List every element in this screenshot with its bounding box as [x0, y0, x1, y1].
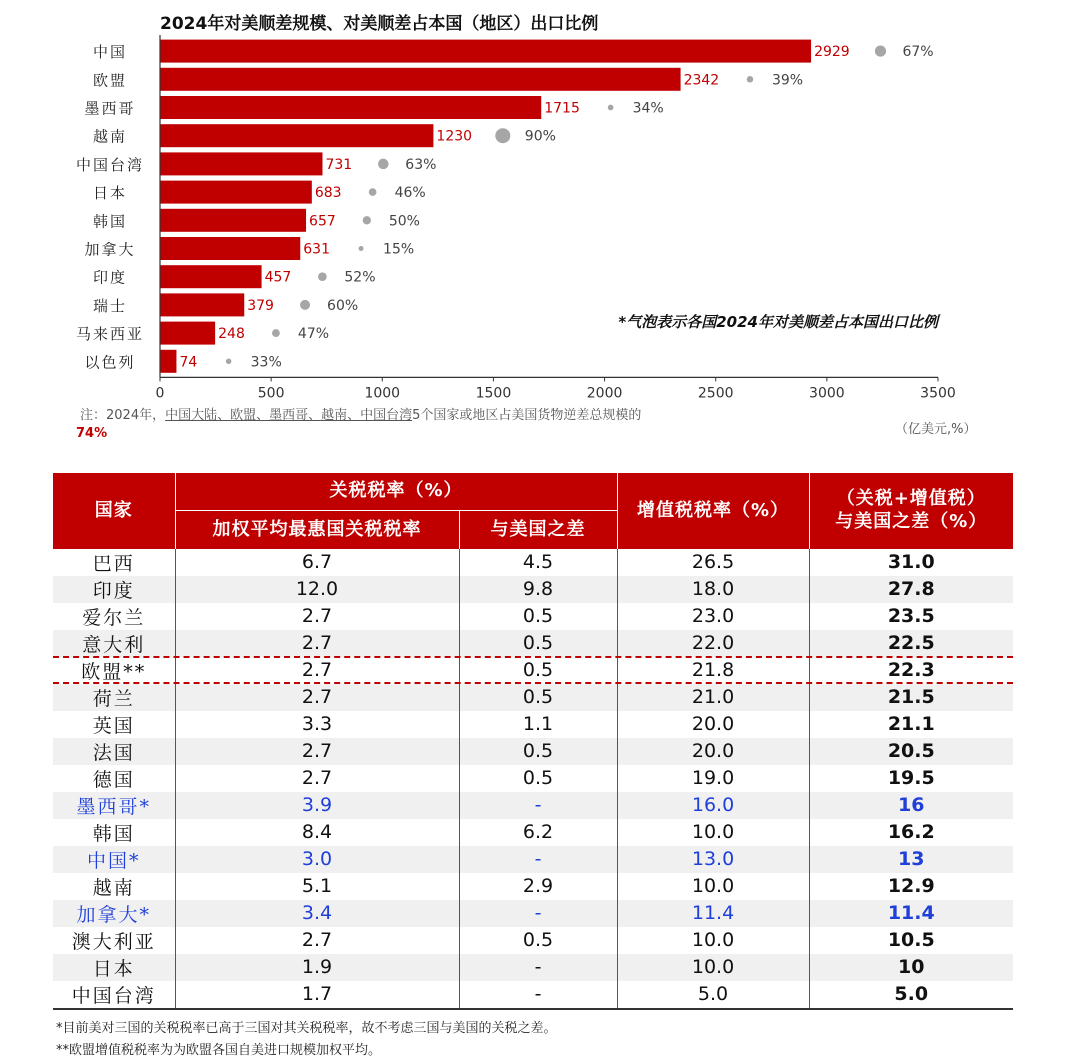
cell-country: 澳大利亚	[71, 930, 156, 953]
bar	[160, 350, 176, 373]
bar	[160, 40, 811, 63]
bar-value-label: 379	[247, 297, 274, 314]
table-row	[53, 846, 1013, 873]
cell-mfn: 2.7	[175, 765, 459, 792]
cell-vat: 21.0	[617, 684, 809, 711]
cell-country: 日本	[53, 954, 175, 981]
bubble-annotation: *气泡表示各国2024年对美顺差占本国出口比例	[618, 313, 938, 331]
cell-total: 21.1	[809, 711, 1013, 738]
cell-diff: 0.5	[459, 738, 617, 765]
bar	[160, 181, 312, 204]
cell-total: 19.5	[809, 765, 1013, 792]
cell-total: 10	[809, 954, 1013, 981]
cell-diff: 2.9	[459, 873, 617, 900]
cell-vat: 5.0	[617, 981, 809, 1009]
bubble-label: 50%	[388, 213, 420, 230]
bubble	[359, 246, 364, 251]
header-tariff-group: 关税税率（%）	[175, 473, 617, 511]
cell-country: 荷兰	[53, 684, 175, 711]
bar-value-label: 1230	[436, 128, 473, 145]
bar	[160, 68, 681, 91]
bubble-label: 52%	[344, 269, 376, 286]
cell-vat: 10.0	[617, 819, 809, 846]
cell-diff: 0.5	[459, 657, 617, 684]
header-total-line2: 与美国之差（%）	[835, 510, 988, 532]
cell-country: 德国	[92, 768, 135, 791]
bar	[160, 265, 262, 288]
cell-mfn: 3.9	[175, 792, 459, 819]
table-row	[53, 927, 1013, 954]
cell-mfn: 8.4	[175, 819, 459, 846]
header-total	[809, 473, 1013, 549]
category-label: 越南	[92, 127, 128, 146]
cell-vat: 13.0	[617, 846, 809, 873]
cell-vat: 10.0	[617, 954, 809, 981]
bar-value-label: 631	[303, 241, 330, 258]
note-share: 74%	[76, 426, 108, 441]
bubble-label: 39%	[771, 72, 804, 89]
cell-total: 23.5	[809, 603, 1013, 630]
bar	[160, 152, 322, 175]
bar-value-label: 2342	[683, 72, 720, 89]
header-country: 国家	[53, 473, 175, 549]
cell-diff: -	[459, 900, 617, 927]
cell-diff: 6.2	[459, 819, 617, 846]
bubble	[272, 329, 280, 337]
cell-vat: 20.0	[617, 711, 809, 738]
cell-mfn: 2.7	[175, 603, 459, 630]
cell-vat: 10.0	[617, 927, 809, 954]
note-prefix: 注：2024年，	[80, 408, 166, 423]
category-label: 加拿大	[84, 240, 136, 259]
bar-value-label: 1715	[544, 100, 580, 117]
cell-total: 22.3	[809, 657, 1013, 684]
cell-vat: 20.0	[617, 738, 809, 765]
bubble	[226, 359, 232, 365]
cell-diff: 0.5	[459, 630, 617, 657]
table-row	[53, 738, 1013, 765]
cell-diff: -	[459, 846, 617, 873]
table-row	[53, 657, 1013, 684]
header-mfn: 加权平均最惠国关税税率	[175, 511, 459, 549]
cell-diff: 9.8	[459, 576, 617, 603]
table-body	[53, 549, 1013, 1009]
note-suffix: 5个国家或地区占美国货物逆差总规模的	[412, 408, 642, 423]
cell-total: 13	[809, 846, 1013, 873]
bar	[160, 293, 244, 316]
bar-chart	[0, 30, 1080, 410]
cell-total: 27.8	[809, 576, 1013, 603]
table-row	[53, 711, 1013, 738]
cell-country: 中国*	[53, 846, 175, 873]
bar-value-label: 2929	[814, 44, 850, 61]
cell-country: 意大利	[53, 630, 175, 657]
bubble	[747, 76, 754, 83]
cell-diff: -	[459, 792, 617, 819]
category-label: 印度	[92, 268, 128, 287]
cell-vat: 16.0	[617, 792, 809, 819]
table-row	[53, 576, 1013, 603]
bubble	[875, 46, 886, 57]
category-label: 以色列	[84, 353, 136, 372]
cell-diff: 0.5	[459, 684, 617, 711]
chart-title: 2024年对美顺差规模、对美顺差占本国（地区）出口比例	[160, 14, 599, 34]
cell-vat: 19.0	[617, 765, 809, 792]
bubble-label: 67%	[902, 44, 934, 61]
cell-total: 22.5	[809, 630, 1013, 657]
cell-mfn: 2.7	[175, 657, 459, 684]
cell-country: 巴西	[92, 552, 135, 575]
unit-label: （亿美元,%）	[895, 422, 977, 437]
category-label: 中国台湾	[75, 155, 145, 174]
table-row	[53, 684, 1013, 711]
header-total-line1: （关税+增值税）	[836, 488, 986, 510]
cell-country: 爱尔兰	[82, 606, 146, 629]
tariff-vat-table	[53, 472, 1013, 1010]
cell-mfn: 3.3	[175, 711, 459, 738]
bar	[160, 124, 433, 147]
cell-total: 21.5	[809, 684, 1013, 711]
cell-country: 加拿大*	[53, 900, 175, 927]
category-label: 瑞士	[92, 296, 128, 315]
category-label: 马来西亚	[75, 325, 145, 344]
cell-mfn: 3.4	[175, 900, 459, 927]
cell-vat: 22.0	[617, 630, 809, 657]
bubble-label: 63%	[405, 156, 437, 173]
cell-total: 16	[809, 792, 1013, 819]
chart-note	[80, 404, 641, 423]
category-label: 中国	[92, 43, 128, 62]
footnote-2: **欧盟增值税税率为为欧盟各国自美进口规模加权平均。	[56, 1043, 382, 1058]
cell-mfn: 2.7	[175, 927, 459, 954]
table-row	[53, 981, 1013, 1009]
header-diff: 与美国之差	[459, 511, 617, 549]
cell-diff: 0.5	[459, 603, 617, 630]
x-tick-label: 3500	[920, 385, 956, 402]
table-row	[53, 792, 1013, 819]
cell-country: 越南	[92, 876, 135, 899]
table-row	[53, 954, 1013, 981]
cell-mfn: 6.7	[175, 549, 459, 576]
cell-diff: 4.5	[459, 549, 617, 576]
category-label: 墨西哥	[84, 99, 136, 118]
cell-diff: 0.5	[459, 927, 617, 954]
cell-country: 墨西哥*	[53, 792, 175, 819]
bubble-label: 47%	[297, 326, 330, 343]
bubble-label: 46%	[394, 185, 426, 202]
cell-vat: 26.5	[617, 549, 809, 576]
header-vat: 增值税税率（%）	[617, 473, 809, 549]
cell-mfn: 12.0	[175, 576, 459, 603]
table-row	[53, 900, 1013, 927]
bar	[160, 322, 215, 345]
cell-mfn: 2.7	[175, 684, 459, 711]
table-row	[53, 765, 1013, 792]
cell-total: 11.4	[809, 900, 1013, 927]
table-row	[53, 630, 1013, 657]
cell-vat: 18.0	[617, 576, 809, 603]
cell-total: 16.2	[809, 819, 1013, 846]
cell-total: 12.9	[809, 873, 1013, 900]
bar-value-label: 74	[179, 354, 198, 371]
category-label: 韩国	[92, 212, 128, 231]
cell-total: 20.5	[809, 738, 1013, 765]
x-tick-label: 2500	[697, 385, 734, 402]
bar-value-label: 457	[264, 269, 292, 286]
cell-total: 5.0	[809, 981, 1013, 1009]
note-underlined: 中国大陆、欧盟、墨西哥、越南、中国台湾	[165, 408, 413, 423]
bubble	[378, 159, 389, 170]
bar	[160, 237, 300, 260]
x-tick-label: 500	[257, 385, 285, 402]
cell-vat: 10.0	[617, 873, 809, 900]
bubble-label: 34%	[632, 100, 664, 117]
category-label: 日本	[92, 184, 128, 203]
x-tick-label: 2000	[586, 385, 623, 402]
bubble	[608, 105, 614, 111]
cell-mfn: 1.7	[175, 981, 459, 1009]
cell-diff: 0.5	[459, 765, 617, 792]
cell-country: 英国	[92, 714, 135, 737]
bar	[160, 209, 306, 232]
table-row	[53, 549, 1013, 576]
cell-vat: 23.0	[617, 603, 809, 630]
cell-total: 10.5	[809, 927, 1013, 954]
bubble	[318, 272, 327, 281]
cell-country: 法国	[53, 738, 175, 765]
category-label: 欧盟	[92, 71, 128, 90]
bubble-label: 90%	[524, 128, 556, 145]
bar-value-label: 657	[309, 213, 336, 230]
bubble	[363, 216, 371, 224]
x-tick-label: 0	[155, 385, 165, 402]
cell-mfn: 5.1	[175, 873, 459, 900]
cell-mfn: 3.0	[175, 846, 459, 873]
x-tick-label: 1000	[364, 385, 401, 402]
bubble	[300, 300, 310, 310]
x-tick-label: 3000	[809, 385, 845, 402]
cell-mfn: 1.9	[175, 954, 459, 981]
bubble-label: 33%	[250, 354, 282, 371]
cell-vat: 21.8	[617, 657, 809, 684]
cell-mfn: 2.7	[175, 630, 459, 657]
table-row	[53, 603, 1013, 630]
x-tick-label: 1500	[475, 385, 512, 402]
bubble-label: 60%	[327, 297, 359, 314]
cell-country: 印度	[53, 576, 175, 603]
cell-country: 韩国	[92, 822, 135, 845]
cell-diff: -	[459, 981, 617, 1009]
cell-mfn: 2.7	[175, 738, 459, 765]
bar-value-label: 683	[314, 185, 342, 202]
cell-vat: 11.4	[617, 900, 809, 927]
cell-country: 欧盟**	[81, 660, 147, 683]
bubble	[369, 188, 377, 196]
table-row	[53, 819, 1013, 846]
footnote-1: *目前美对三国的关税税率已高于三国对其关税税率，故不考虑三国与美国的关税之差。	[56, 1021, 557, 1036]
bar	[160, 96, 541, 119]
bar-value-label: 248	[218, 326, 245, 343]
bar-value-label: 731	[325, 156, 353, 173]
cell-diff: 1.1	[459, 711, 617, 738]
bubble	[495, 128, 510, 143]
cell-country: 中国台湾	[53, 981, 175, 1009]
cell-diff: -	[459, 954, 617, 981]
cell-total: 31.0	[809, 549, 1013, 576]
table-row	[53, 873, 1013, 900]
bubble-label: 15%	[383, 241, 415, 258]
